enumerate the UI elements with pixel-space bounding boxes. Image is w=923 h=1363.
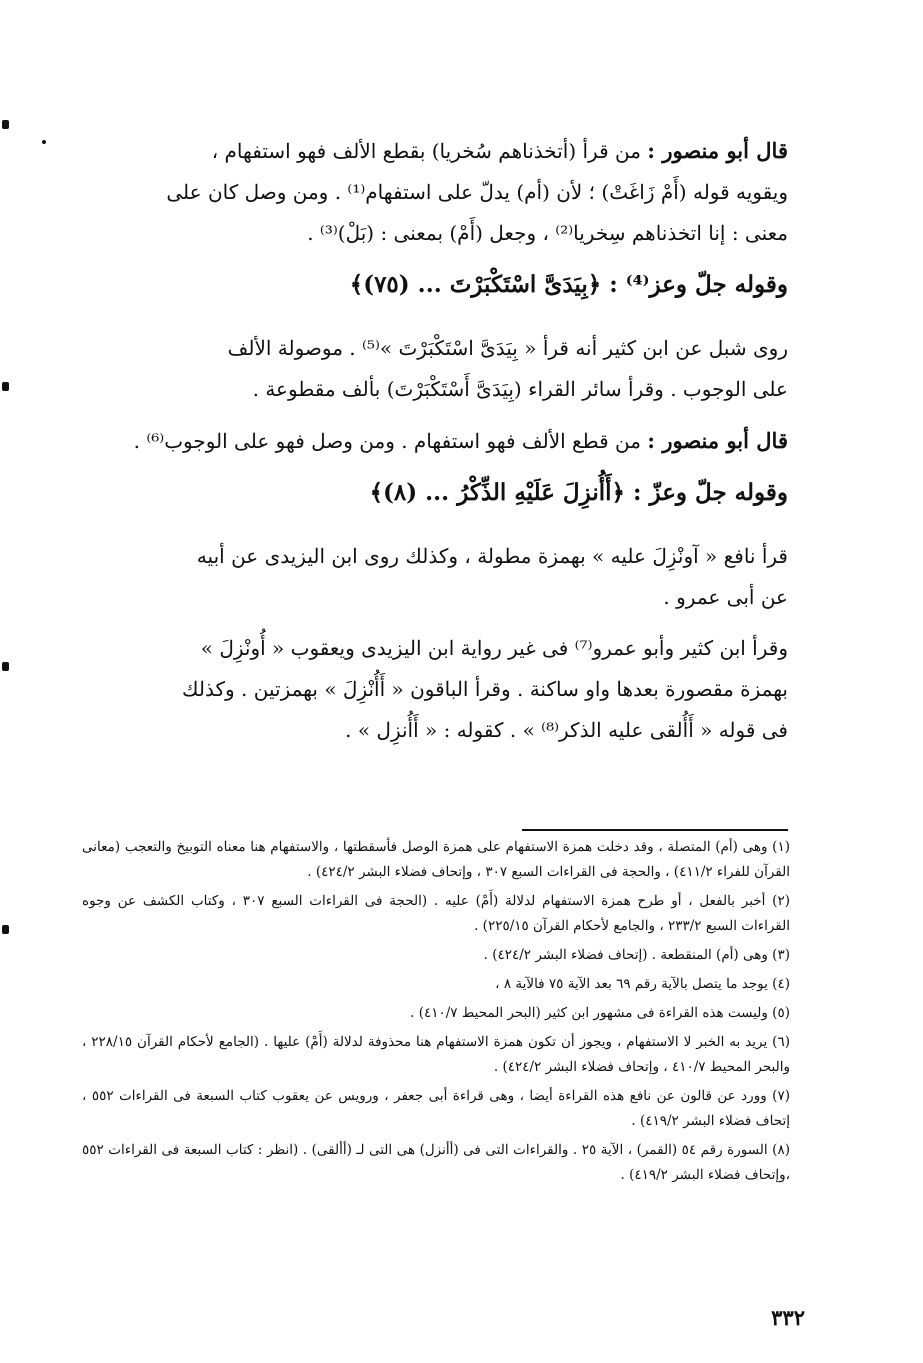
- footnotes: [82, 835, 790, 1192]
- footnote: (٢) أخبر بالفعل ، أو طرح همزة الاستفهام لدلالة (أَمْ) عليه . (الحجة فى القراءات السبع ٣٠٧ ، وكتاب الكشف عن وجوه القراءات السبع ٢٣٣/٢ ، والجامع لأحكام القرآن ٢٢٥/١٥) .: [82, 893, 790, 934]
- text-line: على الوجوب . وقرأ سائر القراء (بِيَدَىَّ أَسْتَكْبَرْتَ) بألف مقطوعة .: [252, 377, 788, 401]
- text-line: عن أبى عمرو .: [663, 585, 788, 609]
- text-line: وقرأ ابن كثير وأبو عمرو⁽⁷⁾ فى غير رواية ابن اليزيدى ويعقوب « أُونْزِلَ »: [200, 636, 788, 660]
- text-line: بهمزة مقصورة بعدها واو ساكنة . وقرأ الباقون « أَأُنْزِلَ » بهمزتين . وكذلك: [182, 677, 788, 701]
- footnote: (٧) وورد عن قالون عن نافع هذه القراءة أيضا ، وهى قراءة أبى جعفر ، ورويس عن يعقوب كتاب السبعة فى القراءات ٥٥٢ ، إتحاف فضلاء البشر ٤١٩/٢) .: [82, 1088, 790, 1129]
- paragraph-1: [82, 130, 788, 254]
- page-number: ٣٣٢: [771, 1305, 805, 1330]
- footnote: (٤) يوجد ما يتصل بالآية رقم ٦٩ بعد الآية ٧٥ فالآية ٨ ،: [495, 976, 790, 992]
- line-text: من قرأ (أتخذناهم سُخريا) بقطع الألف فهو استفهام ،: [211, 139, 641, 163]
- text-line: [82, 130, 788, 172]
- footnote: (١) وهى (أم) المتصلة ، وقد دخلت همزة الاستفهام على همزة الوصل فأسقطتها ، والاستفهام هنا معناه التوبيخ والتعجب (معانى القرآن للفراء ٤١١/٢) ، والحجة فى القراءات السبع ٣٠٧ ، وإتحاف فضلاء البشر ٤٢٤/٢) .: [82, 839, 790, 880]
- paragraph-4: [82, 536, 788, 618]
- text-line: فى قوله « أَأُلقى عليه الذكر⁽⁸⁾ » . كقوله : « أَأُنزِل » .: [345, 718, 788, 742]
- footnote: (٣) وهى (أم) المنقطعة . (إتحاف فضلاء البشر ٤٢٤/٢) .: [483, 947, 790, 963]
- margin-mark: [2, 382, 9, 391]
- text-line: روى شبل عن ابن كثير أنه قرأ « بِيَدَىَّ اسْتَكْبَرْتَ »⁽⁵⁾ . موصولة الألف: [227, 336, 788, 360]
- margin-mark: [2, 925, 9, 934]
- author-lead: قال أبو منصور :: [647, 428, 788, 453]
- text-line: [82, 420, 788, 462]
- main-text: [82, 130, 788, 761]
- paragraph-5: [82, 628, 788, 751]
- text-line: ويقويه قوله (أَمْ زَاغَتْ) ؛ لأن (أم) يدلّ على استفهام⁽¹⁾ . ومن وصل كان على: [166, 180, 788, 204]
- paragraph-2: [82, 328, 788, 410]
- footnote: (٥) وليست هذه القراءة فى مشهور ابن كثير (البحر المحيط ٤١٠/٧) .: [410, 1005, 790, 1021]
- text-line: قرأ نافع « آونْزِلَ عليه » بهمزة مطولة ، وكذلك روى ابن اليزيدى عن أبيه: [196, 544, 788, 568]
- margin-mark: [2, 120, 9, 129]
- verse-heading-1: وقوله جلّ وعز⁽⁴⁾ : ﴿بِيَدَىَّ اسْتَكْبَرْتَ ... (٧٥)﴾: [349, 271, 788, 298]
- footnote: (٨) السورة رقم ٥٤ (القمر) ، الآية ٢٥ . والقراءات التى فى (أأنزل) هى التى لـ (أألقى) . (انظر : كتاب السبعة فى القراءات ٥٥٢ ،وإتحاف فضلاء البشر ٤١٩/٢) .: [82, 1142, 790, 1183]
- footnote-separator: [522, 829, 788, 831]
- text-line: معنى : إنا اتخذناهم سِخريا⁽²⁾ ، وجعل (أَمْ) بمعنى : (بَلْ)⁽³⁾ .: [307, 221, 788, 245]
- verse-heading-2: وقوله جلّ وعزّ : ﴿أَأُنزِلَ عَلَيْهِ الذِّكْرُ ... (٨)﴾: [369, 479, 788, 506]
- author-lead: قال أبو منصور :: [647, 138, 788, 163]
- margin-mark: [2, 662, 9, 671]
- paragraph-3: [82, 420, 788, 462]
- line-text: من قطع الألف فهو استفهام . ومن وصل فهو على الوجوب⁽⁶⁾ .: [133, 429, 641, 453]
- speck: [42, 140, 46, 144]
- footnote: (٦) يريد به الخبر لا الاستفهام ، ويجوز أن تكون همزة الاستفهام هنا محذوفة لدلالة (أَمْ) عليها . (الجامع لأحكام القرآن ٢٢٨/١٥ ، والبحر المحيط ٤١٠/٧ ، وإتحاف فضلاء البشر ٤٢٤/٢) .: [82, 1034, 790, 1075]
